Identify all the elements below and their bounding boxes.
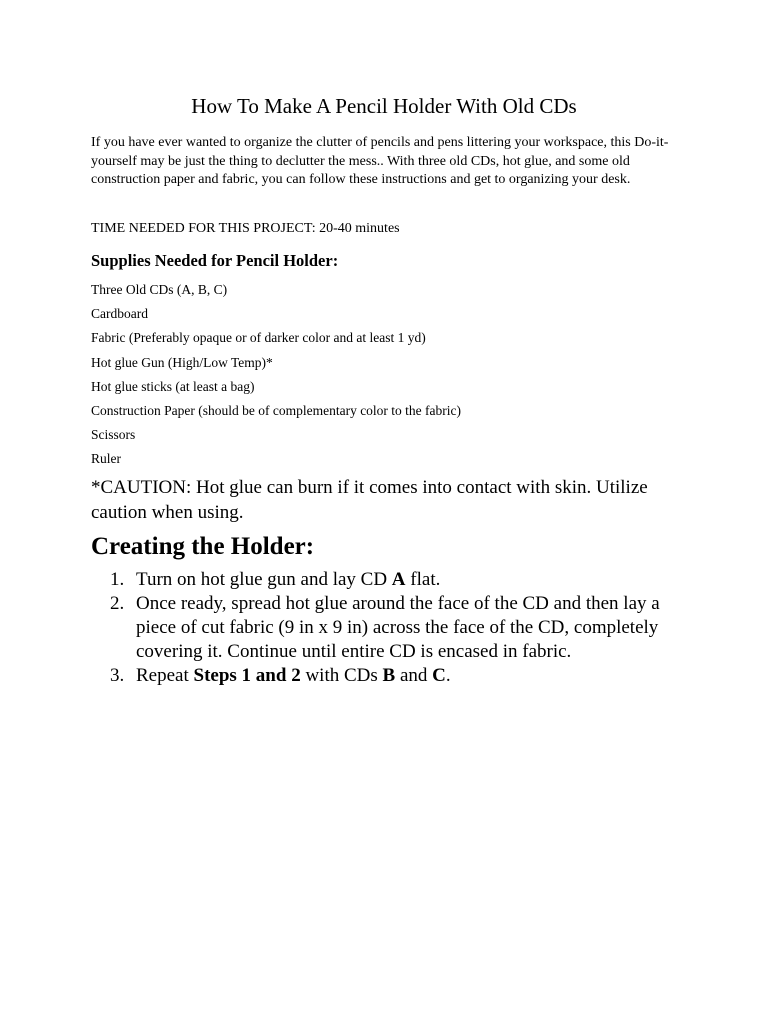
time-needed-text: TIME NEEDED FOR THIS PROJECT: 20-40 minutes [91, 221, 400, 236]
supply-item: Hot glue sticks (at least a bag) [91, 378, 255, 394]
step-number: 1. [110, 569, 125, 590]
step-number: 2. [110, 593, 125, 614]
supplies-heading: Supplies Needed for Pencil Holder: [91, 251, 339, 270]
step-bold-text: C [432, 665, 446, 686]
step-item [91, 568, 691, 592]
step-text: with CDs [300, 665, 383, 686]
creating-heading: Creating the Holder: [91, 533, 315, 560]
supply-item: Cardboard [91, 306, 148, 322]
supply-item: Hot glue Gun (High/Low Temp)* [91, 354, 273, 370]
step-number: 3. [110, 665, 125, 686]
intro-paragraph: If you have ever wanted to organize the clutter of pencils and pens littering your workspace, this Do-it-yourself may be just the thing to declutter the mess.. With three old CDs, hot glue, and some old construction paper and fabric, you can follow these instructions and get to organizing your desk. [91, 135, 669, 187]
step-bold-text: B [382, 665, 396, 686]
step-item [91, 664, 691, 688]
step-bold-text: A [391, 569, 406, 590]
supply-item: Ruler [91, 451, 121, 467]
step-bold-text: Steps 1 and 2 [193, 665, 301, 686]
supply-item: Construction Paper (should be of complementary color to the fabric) [91, 402, 462, 418]
steps-list [91, 568, 691, 688]
supplies-list [91, 281, 461, 475]
supply-item: Fabric (Preferably opaque or of darker color and at least 1 yd) [91, 330, 426, 346]
step-text: flat. [405, 569, 441, 590]
step-text: Turn on hot glue gun and lay CD [136, 569, 392, 590]
document-title: How To Make A Pencil Holder With Old CDs [191, 94, 577, 118]
step-text: Once ready, spread hot glue around the face of the CD and then lay a piece of cut fabric (9 in x 9 in) across the face of the CD, completely covering it. Continue until entire CD is encased in fabric. [136, 593, 660, 662]
step-text: Repeat [136, 665, 194, 686]
step-item [91, 592, 691, 664]
supply-item: Three Old CDs (A, B, C) [91, 282, 228, 297]
supply-item: Scissors [91, 427, 136, 443]
caution-note: *CAUTION: Hot glue can burn if it comes into contact with skin. Utilize caution when using. [91, 477, 648, 523]
step-text: and [395, 665, 433, 686]
step-text: . [445, 665, 451, 686]
